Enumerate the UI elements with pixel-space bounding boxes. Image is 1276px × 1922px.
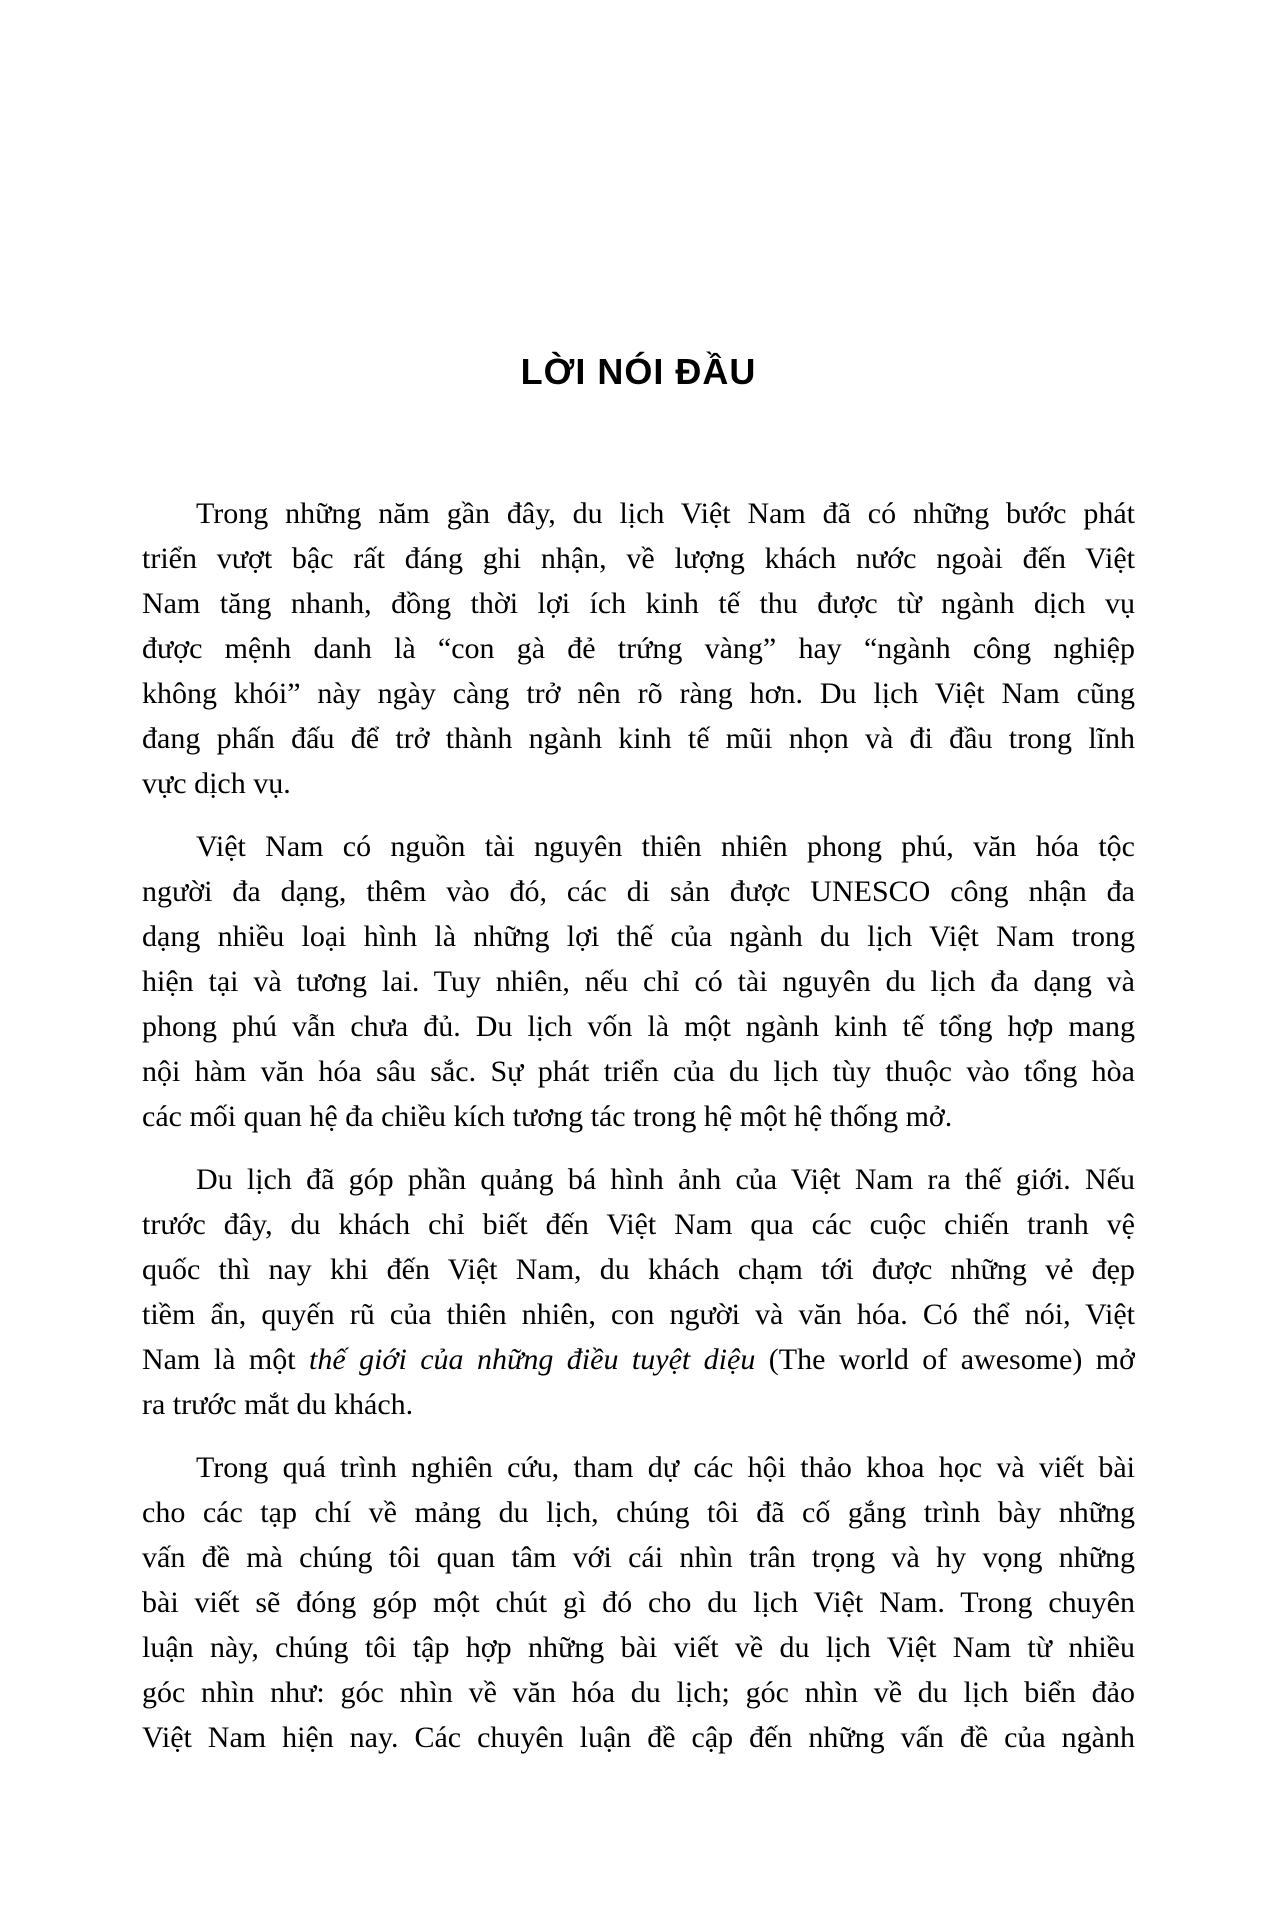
text-segment: các mối quan hệ đa chiều kích tương tác trong hệ một hệ thống mở. xyxy=(142,1100,953,1133)
text-segment: cho các tạp chí về mảng du lịch, chúng tôi đã cố gắng trình bày những xyxy=(142,1496,1135,1529)
text-line xyxy=(142,671,1135,716)
text-line xyxy=(142,1049,1135,1094)
text-segment: không khói” này ngày càng trở nên rõ ràng hơn. Du lịch Việt Nam cũng xyxy=(142,677,1135,710)
text-line xyxy=(142,1382,1135,1427)
text-segment: trước đây, du khách chỉ biết đến Việt Nam qua các cuộc chiến tranh vệ xyxy=(142,1208,1135,1241)
text-line xyxy=(142,1445,1135,1490)
text-line xyxy=(142,626,1135,671)
text-line xyxy=(142,959,1135,1004)
text-line xyxy=(142,1490,1135,1535)
italic-text-segment: thế giới của những điều tuyệt diệu xyxy=(309,1343,756,1376)
text-segment: người đa dạng, thêm vào đó, các di sản được UNESCO công nhận đa xyxy=(142,875,1135,908)
text-line xyxy=(142,716,1135,761)
text-line xyxy=(142,824,1135,869)
text-line xyxy=(142,536,1135,581)
text-segment: tiềm ẩn, quyến rũ của thiên nhiên, con người và văn hóa. Có thể nói, Việt xyxy=(142,1298,1135,1331)
text-segment: được mệnh danh là “con gà đẻ trứng vàng” hay “ngành công nghiệp xyxy=(142,632,1135,665)
text-line xyxy=(142,1094,1135,1139)
page-title: LỜI NÓI ĐẦU xyxy=(520,351,757,392)
text-segment: Việt Nam có nguồn tài nguyên thiên nhiên phong phú, văn hóa tộc xyxy=(196,830,1135,863)
paragraph xyxy=(142,824,1135,1139)
text-line xyxy=(142,1004,1135,1049)
text-line xyxy=(142,1202,1135,1247)
text-segment: vực dịch vụ. xyxy=(142,767,291,800)
text-segment: Việt Nam hiện nay. Các chuyên luận đề cập đến những vấn đề của ngành xyxy=(142,1721,1135,1754)
text-segment: Nam là một xyxy=(142,1343,309,1376)
text-line xyxy=(142,1247,1135,1292)
text-segment: Trong quá trình nghiên cứu, tham dự các hội thảo khoa học và viết bài xyxy=(196,1451,1135,1484)
text-segment: luận này, chúng tôi tập hợp những bài viết về du lịch Việt Nam từ nhiều xyxy=(142,1631,1135,1664)
text-segment: góc nhìn như: góc nhìn về văn hóa du lịch; góc nhìn về du lịch biển đảo xyxy=(142,1676,1135,1709)
text-segment: phong phú vẫn chưa đủ. Du lịch vốn là một ngành kinh tế tổng hợp mang xyxy=(142,1010,1135,1043)
text-line xyxy=(142,914,1135,959)
paragraph xyxy=(142,491,1135,806)
text-line xyxy=(142,1715,1135,1760)
text-segment: bài viết sẽ đóng góp một chút gì đó cho du lịch Việt Nam. Trong chuyên xyxy=(142,1586,1135,1619)
text-segment: triển vượt bậc rất đáng ghi nhận, về lượng khách nước ngoài đến Việt xyxy=(142,542,1135,575)
text-segment: quốc thì nay khi đến Việt Nam, du khách chạm tới được những vẻ đẹp xyxy=(142,1253,1135,1286)
text-segment: Du lịch đã góp phần quảng bá hình ảnh của Việt Nam ra thế giới. Nếu xyxy=(196,1163,1135,1196)
paragraph xyxy=(142,1157,1135,1427)
text-line xyxy=(142,1157,1135,1202)
text-segment: đang phấn đấu để trở thành ngành kinh tế mũi nhọn và đi đầu trong lĩnh xyxy=(142,722,1135,755)
text-segment: nội hàm văn hóa sâu sắc. Sự phát triển của du lịch tùy thuộc vào tổng hòa xyxy=(142,1055,1135,1088)
text-segment: ra trước mắt du khách. xyxy=(142,1388,414,1421)
text-segment: vấn đề mà chúng tôi quan tâm với cái nhìn trân trọng và hy vọng những xyxy=(142,1541,1135,1574)
text-line xyxy=(142,1580,1135,1625)
text-segment: Trong những năm gần đây, du lịch Việt Nam đã có những bước phát xyxy=(196,497,1135,530)
text-segment: Nam tăng nhanh, đồng thời lợi ích kinh tế thu được từ ngành dịch vụ xyxy=(142,587,1135,620)
paragraph xyxy=(142,1445,1135,1760)
text-line xyxy=(142,581,1135,626)
text-line xyxy=(142,491,1135,536)
text-line xyxy=(142,1292,1135,1337)
text-line xyxy=(142,1625,1135,1670)
text-line xyxy=(142,869,1135,914)
text-segment: dạng nhiều loại hình là những lợi thế của ngành du lịch Việt Nam trong xyxy=(142,920,1135,953)
document-body xyxy=(142,491,1135,1760)
text-line xyxy=(142,1535,1135,1580)
text-segment: (The world of awesome) mở xyxy=(755,1343,1135,1376)
text-line xyxy=(142,1337,1135,1382)
text-line xyxy=(142,761,1135,806)
text-line xyxy=(142,1670,1135,1715)
text-segment: hiện tại và tương lai. Tuy nhiên, nếu chỉ có tài nguyên du lịch đa dạng và xyxy=(142,965,1135,998)
